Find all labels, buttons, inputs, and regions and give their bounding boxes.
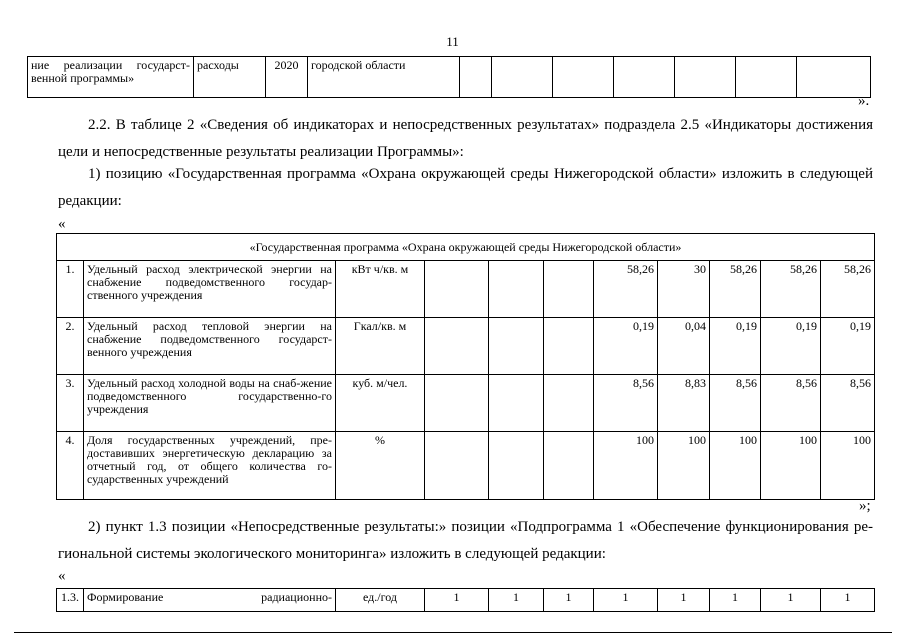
indicator-value: 0,19 [761,318,821,375]
indicator-unit: Гкал/кв. м [336,318,425,375]
indicator-value: 58,26 [594,261,658,318]
empty-cell [544,261,594,318]
empty-cell [425,318,489,375]
indicator-value: 8,83 [658,375,710,432]
empty-cell [425,375,489,432]
result-name-start: Формирование [87,590,164,604]
empty-cell [544,318,594,375]
table-row [57,589,875,612]
top-table [27,56,871,98]
top-table-cell-type: расходы [194,57,266,98]
result-value: 1 [710,589,761,612]
indicator-name: Удельный расход холодной воды на снаб-жение подведомственного государственно-го учреждения [84,375,336,432]
result-value: 1 [761,589,821,612]
empty-cell [544,375,594,432]
indicator-value: 8,56 [710,375,761,432]
results-table [56,588,875,612]
indicators-table-header: «Государственная программа «Охрана окружающей среды Нижегородской области» [57,234,875,261]
indicator-name: Доля государственных учреждений, пре-доставивших энергетическую декларацию за отчетный год, от общего количества го-сударственных учреждений [84,432,336,500]
indicator-value: 0,19 [710,318,761,375]
row-number: 3. [57,375,84,432]
indicator-value: 8,56 [761,375,821,432]
indicator-value: 58,26 [821,261,875,318]
indicator-value: 58,26 [761,261,821,318]
indicator-value: 58,26 [710,261,761,318]
paragraph-2-2: 2.2. В таблице 2 «Сведения об индикаторах и непосредственных результатах» подраздела 2.5 «Индикаторы достижения цели и непосредственные результаты реализации Программы»: [58,117,873,160]
opening-quote: « [58,216,66,232]
indicator-value: 30 [658,261,710,318]
page-number: 11 [446,34,459,49]
top-table-cell-empty [614,57,675,98]
indicator-value: 8,56 [594,375,658,432]
empty-cell [489,432,544,500]
table-row [57,261,875,318]
paragraph-item-1: 1) позицию «Государственная программа «Охрана окружающей среды Нижегородской области» изложить в следующей редакции: [58,166,873,209]
top-table-cell-empty [797,57,871,98]
row-number: 2. [57,318,84,375]
indicator-unit: кВт ч/кв. м [336,261,425,318]
top-table-cell-empty [553,57,614,98]
empty-cell [489,261,544,318]
table-row [57,375,875,432]
result-value: 1 [658,589,710,612]
indicator-value: 100 [658,432,710,500]
indicator-value: 0,19 [821,318,875,375]
top-table-cell-name: ние реализации государст-венной программы» [28,57,194,98]
row-number: 4. [57,432,84,500]
result-value: 1 [489,589,544,612]
indicator-name: Удельный расход тепловой энергии на снабжение подведомственного государст-венного учреждения [84,318,336,375]
empty-cell [544,432,594,500]
closing-quote: ». [858,93,870,109]
result-value: 1 [544,589,594,612]
table-row [57,318,875,375]
indicator-unit: % [336,432,425,500]
empty-cell [489,318,544,375]
table-header-row [57,234,875,261]
indicator-value: 100 [761,432,821,500]
page-bottom-rule [14,632,892,633]
closing-quote: »; [859,498,871,514]
indicator-value: 100 [594,432,658,500]
table-row [57,432,875,500]
top-table-cell-year: 2020 [266,57,308,98]
top-table-cell-source: городской области [308,57,460,98]
row-number: 1.3. [57,589,84,612]
result-name-end: радиационно- [261,590,332,604]
table-row [28,57,871,98]
empty-cell [489,375,544,432]
empty-cell [425,261,489,318]
paragraph-item-2: 2) пункт 1.3 позиции «Непосредственные результаты:» позиции «Подпрограмма 1 «Обеспечение функционирования ре-гиональной системы экологического мониторинга» изложить в следующей редакции: [58,519,873,562]
result-unit: ед./год [336,589,425,612]
indicator-unit: куб. м/чел. [336,375,425,432]
indicators-table [56,233,875,500]
indicator-name: Удельный расход электрической энергии на снабжение подведомственного государ-ственного учреждения [84,261,336,318]
result-value: 1 [425,589,489,612]
indicator-value: 100 [710,432,761,500]
indicator-value: 100 [821,432,875,500]
row-number: 1. [57,261,84,318]
top-table-cell-empty [736,57,797,98]
result-name [84,589,336,612]
top-table-cell-empty [460,57,492,98]
result-value: 1 [594,589,658,612]
result-value: 1 [821,589,875,612]
indicator-value: 0,04 [658,318,710,375]
indicator-value: 0,19 [594,318,658,375]
indicator-value: 8,56 [821,375,875,432]
top-table-cell-empty [492,57,553,98]
opening-quote: « [58,568,66,584]
empty-cell [425,432,489,500]
top-table-cell-empty [675,57,736,98]
